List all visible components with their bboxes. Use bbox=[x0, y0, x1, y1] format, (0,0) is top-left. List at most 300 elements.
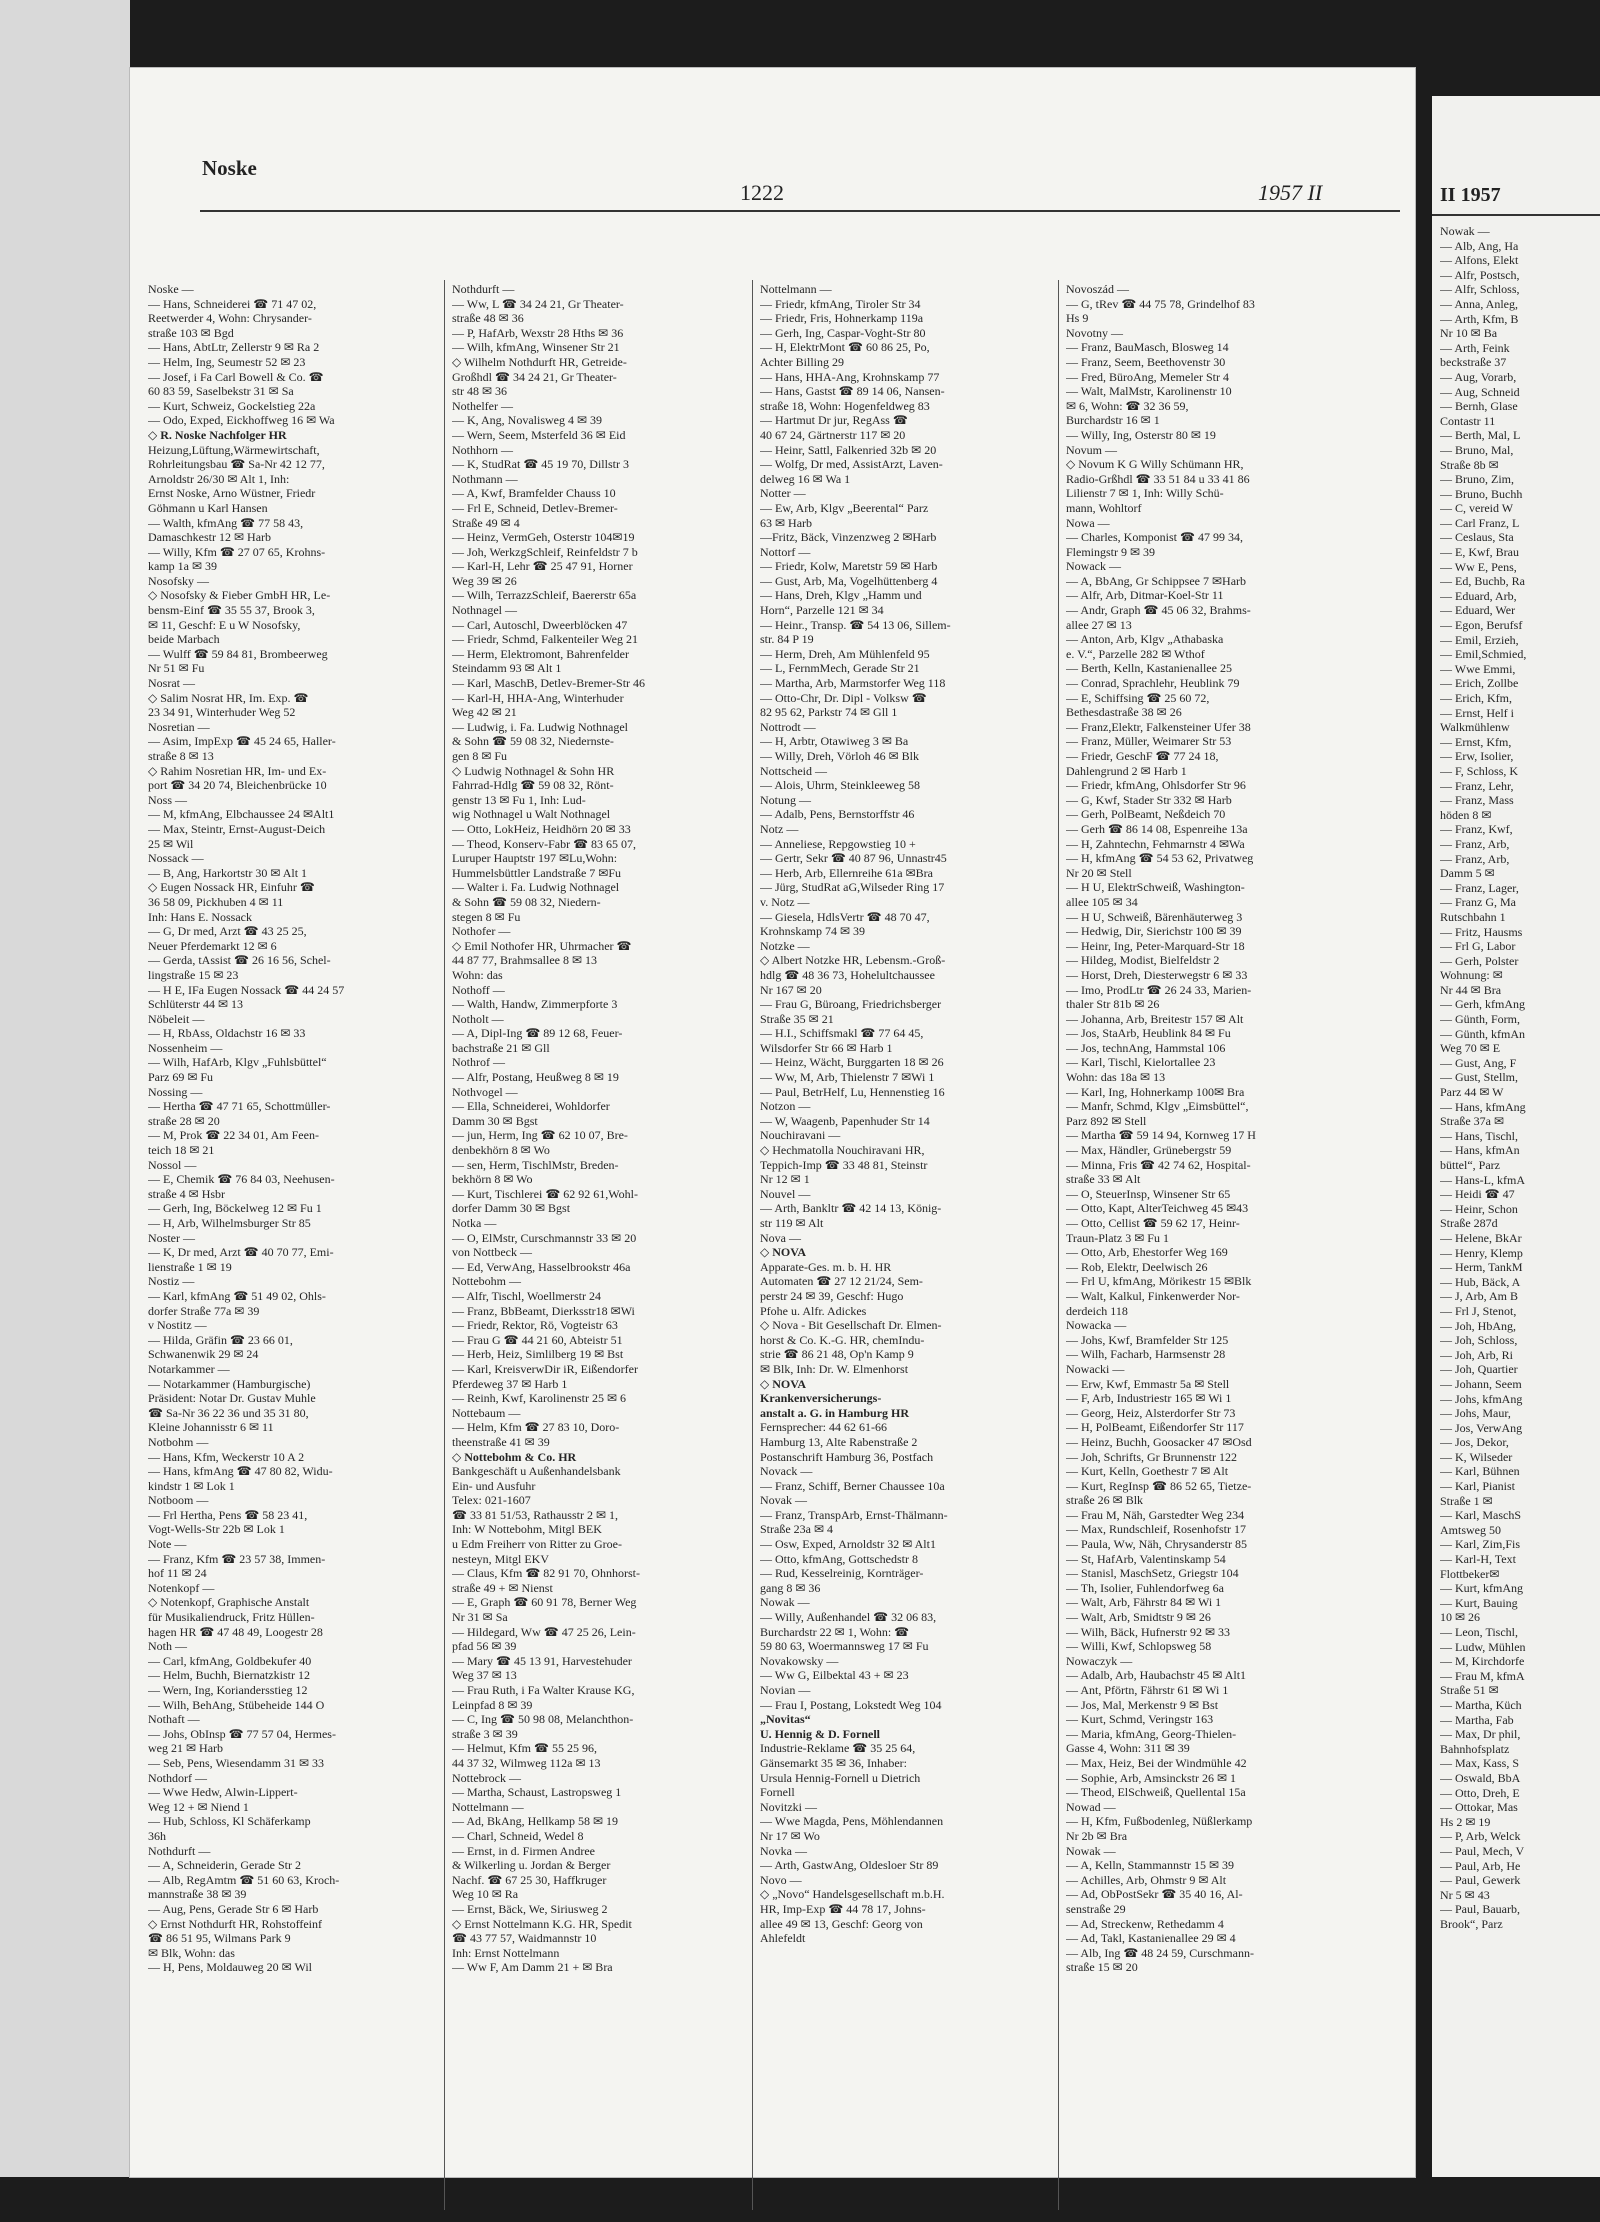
directory-entry-line: — Johs, Maur, bbox=[1440, 1406, 1511, 1421]
directory-entry-line: — H, kfmAng ☎ 54 53 62, Privatweg bbox=[1066, 851, 1254, 866]
directory-entry-line: Novka — bbox=[760, 1843, 807, 1858]
directory-entry-line: — Frl J, Stenot, bbox=[1440, 1303, 1517, 1318]
directory-entry-line: Nr 12 ✉ 1 bbox=[760, 1172, 810, 1187]
directory-entry-line: — F, Schloss, K bbox=[1440, 763, 1519, 778]
directory-entry-line: beckstraße 37 bbox=[1440, 355, 1507, 370]
directory-entry-line: — H.I., Schiffsmakl ☎ 77 64 45, bbox=[760, 1026, 924, 1041]
directory-entry-line: Achter Billing 29 bbox=[760, 354, 844, 369]
directory-entry-line: Nr 5 ✉ 43 bbox=[1440, 1887, 1490, 1902]
directory-entry-line: — Willy, Ing, Osterstr 80 ✉ 19 bbox=[1066, 427, 1216, 442]
directory-entry-line: Nr 44 ✉ Bra bbox=[1440, 982, 1502, 997]
directory-entry-line: Notenkopf — bbox=[148, 1580, 215, 1595]
running-head-name: Noske bbox=[202, 156, 257, 180]
directory-entry-line: — Helene, BkAr bbox=[1440, 1230, 1522, 1245]
directory-entry-line: Vogt-Wells-Str 22b ✉ Lok 1 bbox=[148, 1522, 285, 1537]
directory-entry-line: ☎ 86 51 95, Wilmans Park 9 bbox=[148, 1931, 291, 1946]
directory-entry-line: — Otto, kfmAng, Gottschedstr 8 bbox=[760, 1551, 918, 1566]
directory-entry-line: Novitzki — bbox=[760, 1799, 817, 1814]
directory-entry-line: — F, Arb, Industriestr 165 ✉ Wi 1 bbox=[1066, 1391, 1232, 1406]
directory-entry-line: — Franz, Schiff, Berner Chaussee 10a bbox=[760, 1478, 945, 1493]
directory-entry-line: Notarkammer — bbox=[148, 1361, 230, 1376]
directory-entry-line: stegen 8 ✉ Fu bbox=[452, 909, 521, 924]
directory-entry-line: — J, Arb, Am B bbox=[1440, 1289, 1519, 1304]
directory-entry-line: — Gust, Ang, F bbox=[1440, 1055, 1517, 1070]
directory-entry-line: — Conrad, Sprachlehr, Heublink 79 bbox=[1066, 676, 1240, 691]
directory-entry-line: — Herm, TankM bbox=[1440, 1260, 1523, 1275]
directory-entry-line: Nothhorn — bbox=[452, 442, 513, 457]
directory-entry-line: — Hartmut Dr jur, RegAss ☎ bbox=[760, 413, 908, 428]
directory-entry-line: — Günth, kfmAn bbox=[1440, 1026, 1525, 1041]
directory-entry-line: — Giesela, HdlsVertr ☎ 48 70 47, bbox=[760, 909, 930, 924]
directory-entry-line: — Karl-H, Lehr ☎ 25 47 91, Horner bbox=[452, 559, 633, 574]
directory-entry-line: — Carl, Autoschl, Dweerblöcken 47 bbox=[452, 617, 628, 632]
directory-entry-line: straße 103 ✉ Bgd bbox=[148, 325, 234, 340]
directory-entry-line: Straße 37a ✉ bbox=[1440, 1114, 1505, 1129]
directory-entry-line: — Wilh, BehAng, Stübeheide 144 O bbox=[148, 1697, 325, 1712]
directory-entry-line: allee 105 ✉ 34 bbox=[1066, 894, 1138, 909]
directory-entry-line: — Frau M, kfmA bbox=[1440, 1668, 1525, 1683]
directory-entry-line: Nothdurft — bbox=[148, 1843, 211, 1858]
directory-entry-line: allee 49 ✉ 13, Geschf: Georg von bbox=[760, 1916, 923, 1931]
directory-entry-line: Krankenversicherungs- bbox=[760, 1391, 882, 1406]
directory-entry-line: — Arth, Bankltr ☎ 42 14 13, König- bbox=[760, 1201, 942, 1216]
directory-entry-line: — Emil, Erzieh, bbox=[1440, 632, 1519, 647]
directory-entry-line: Note — bbox=[148, 1537, 187, 1552]
directory-entry-line: — Sophie, Arb, Amsinckstr 26 ✉ 1 bbox=[1066, 1770, 1237, 1785]
directory-entry-line: Weg 12 + ✉ Niend 1 bbox=[148, 1799, 249, 1814]
column-divider-3 bbox=[1058, 280, 1059, 2210]
directory-entry-line: ◇ Ernst Nothdurft HR, Rohstoffeinf bbox=[148, 1916, 322, 1931]
directory-entry-line: — H, Arb, Wilhelmsburger Str 85 bbox=[148, 1216, 311, 1230]
facing-page-column bbox=[1440, 224, 1600, 2164]
directory-entry-line: — Ew, Arb, Klgv „Beerental“ Parz bbox=[760, 500, 929, 515]
directory-entry-line: — Carl Franz, L bbox=[1440, 515, 1520, 530]
directory-entry-line: Nossenheim — bbox=[148, 1040, 223, 1055]
directory-entry-line: — A, Schneiderin, Gerade Str 2 bbox=[148, 1858, 301, 1873]
directory-entry-line: straße 15 ✉ 20 bbox=[1066, 1960, 1138, 1975]
directory-entry-line: — Bernh, Glase bbox=[1440, 399, 1518, 414]
directory-entry-line: — Max, Steintr, Ernst-August-Deich bbox=[148, 821, 326, 836]
directory-entry-line: & Wilkerling u. Jordan & Berger bbox=[452, 1858, 611, 1873]
facing-page-fragment bbox=[1432, 96, 1600, 2177]
directory-entry-line: ◇ R. Noske Nachfolger HR bbox=[148, 427, 287, 442]
directory-entry-line: — Hildeg, Modist, Bielfeldstr 2 bbox=[1066, 953, 1220, 968]
directory-entry-line: Straße 35 ✉ 21 bbox=[760, 1011, 834, 1026]
directory-entry-line: — Heinz, Buchh, Goosacker 47 ✉Osd bbox=[1066, 1434, 1252, 1449]
directory-entry-line: — Franz, Müller, Weimarer Str 53 bbox=[1066, 734, 1232, 749]
directory-entry-line: Fahrrad-Hdlg ☎ 59 08 32, Rönt- bbox=[452, 778, 614, 793]
directory-entry-line: Radio-Grßhdl ☎ 33 51 84 u 33 41 86 bbox=[1066, 471, 1250, 486]
directory-entry-line: — Wilh, Bäck, Hufnerstr 92 ✉ 33 bbox=[1066, 1624, 1230, 1639]
directory-entry-line: Bethesdastraße 38 ✉ 26 bbox=[1066, 705, 1182, 720]
directory-entry-line: — Eduard, Arb, bbox=[1440, 588, 1517, 603]
directory-entry-line: — Herb, Heiz, Simlilberg 19 ✉ Bst bbox=[452, 1347, 624, 1362]
directory-entry-line: — Ad, BkAng, Hellkamp 58 ✉ 19 bbox=[452, 1814, 619, 1829]
directory-entry-line: ✉ Blk, Wohn: das bbox=[148, 1945, 235, 1960]
directory-entry-line: ◇ Eugen Nossack HR, Einfuhr ☎ bbox=[148, 880, 315, 895]
directory-entry-line: 23 34 91, Winterhuder Weg 52 bbox=[148, 705, 296, 720]
directory-entry-line: Bankgeschäft u Außenhandelsbank bbox=[452, 1464, 621, 1479]
directory-entry-line: 36 58 09, Pickhuben 4 ✉ 11 bbox=[148, 894, 284, 909]
directory-entry-line: — Friedr, kfmAng, Ohlsdorfer Str 96 bbox=[1066, 778, 1246, 793]
directory-entry-line: — Ww F, Am Damm 21 + ✉ Bra bbox=[452, 1960, 613, 1975]
directory-entry-line: — Erw, Isolier, bbox=[1440, 749, 1514, 764]
directory-entry-line: — Paul, Bauarb, bbox=[1440, 1902, 1520, 1917]
directory-entry-line: Telex: 021-1607 bbox=[452, 1493, 531, 1508]
directory-entry-line: — Max, Dr phil, bbox=[1440, 1727, 1521, 1742]
directory-entry-line: — Manfr, Schmd, Klgv „Eimsbüttel“, bbox=[1066, 1099, 1249, 1114]
directory-entry-line: — Achilles, Arb, Ohmstr 9 ✉ Alt bbox=[1066, 1872, 1227, 1887]
directory-entry-line: — Gerh ☎ 86 14 08, Espenreihe 13a bbox=[1066, 821, 1248, 836]
directory-entry-line: — Jos, StaArb, Heublink 84 ✉ Fu bbox=[1066, 1026, 1231, 1041]
directory-entry-line: ◇ Nosofsky & Fieber GmbH HR, Le- bbox=[148, 588, 331, 603]
directory-entry-line: — H, PolBeamt, Eißendorfer Str 117 bbox=[1066, 1420, 1244, 1435]
directory-entry-line: — Erich, Zollbe bbox=[1440, 676, 1519, 691]
directory-entry-line: 36h bbox=[148, 1828, 166, 1843]
directory-entry-line: — Paula, Ww, Näh, Chrysanderstr 85 bbox=[1066, 1537, 1247, 1552]
directory-entry-line: Reetwerder 4, Wohn: Chrysander- bbox=[148, 311, 312, 326]
facing-header-rule bbox=[1432, 214, 1600, 216]
directory-entry-line: genstr 13 ✉ Fu 1, Inh: Lud- bbox=[452, 792, 586, 807]
directory-entry-line: Nothdorf — bbox=[148, 1770, 207, 1785]
directory-entry-line: Nowak — bbox=[760, 1595, 810, 1610]
directory-entry-line: Novack — bbox=[760, 1464, 813, 1479]
directory-entry-line: — jun, Herm, Ing ☎ 62 10 07, Bre- bbox=[452, 1128, 628, 1143]
directory-entry-line: — Osw, Exped, Arnoldstr 32 ✉ Alt1 bbox=[760, 1537, 936, 1552]
directory-entry-line: — E, Schiffsing ☎ 25 60 72, bbox=[1066, 690, 1210, 705]
directory-entry-line: — Josef, i Fa Carl Bowell & Co. ☎ bbox=[148, 369, 324, 384]
directory-entry-line: — Theod, ElSchweiß, Quellental 15a bbox=[1066, 1785, 1246, 1800]
directory-entry-line: — Otto-Chr, Dr. Dipl - Volksw ☎ bbox=[760, 690, 927, 705]
directory-entry-line: delweg 16 ✉ Wa 1 bbox=[760, 471, 851, 486]
directory-entry-line: — E, Graph ☎ 60 91 78, Berner Weg bbox=[452, 1595, 637, 1610]
directory-entry-line: lingstraße 15 ✉ 23 bbox=[148, 967, 239, 982]
directory-entry-line: Nouvel — bbox=[760, 1186, 811, 1201]
directory-entry-line: — P, Arb, Welck bbox=[1440, 1829, 1521, 1844]
directory-entry-line: Schwanenwik 29 ✉ 24 bbox=[148, 1347, 259, 1362]
directory-entry-line: Notboom — bbox=[148, 1493, 209, 1508]
directory-entry-line: — Friedr, Schmd, Falkenteiler Weg 21 bbox=[452, 632, 638, 647]
directory-entry-line: — Bruno, Buchh bbox=[1440, 486, 1523, 501]
directory-entry-line: — Frl Hertha, Pens ☎ 58 23 41, bbox=[148, 1507, 308, 1522]
directory-entry-line: Traun-Platz 3 ✉ Fu 1 bbox=[1066, 1230, 1169, 1245]
directory-entry-line: — K, Ang, Novalisweg 4 ✉ 39 bbox=[452, 413, 603, 428]
directory-entry-line: — Friedr, Kolw, Maretstr 59 ✉ Harb bbox=[760, 559, 938, 574]
directory-entry-line: Inh: Ernst Nottelmann bbox=[452, 1945, 560, 1960]
directory-entry-line: — Kurt, Bauing bbox=[1440, 1595, 1518, 1610]
directory-entry-line: Nr 2b ✉ Bra bbox=[1066, 1828, 1128, 1843]
directory-entry-line: — Karl, Ing, Hohnerkamp 100✉ Bra bbox=[1066, 1084, 1245, 1099]
directory-entry-line: — Hans, kfmAng ☎ 47 80 82, Widu- bbox=[148, 1464, 333, 1479]
directory-entry-line: — Egon, Berufsf bbox=[1440, 618, 1523, 633]
directory-entry-line: — Erich, Kfm, bbox=[1440, 691, 1512, 705]
directory-entry-line: Straße 49 ✉ 4 bbox=[452, 515, 520, 530]
directory-entry-line: — Gerh, Polster bbox=[1440, 953, 1519, 968]
directory-entry-line: — Hans-L, kfmA bbox=[1440, 1172, 1525, 1187]
directory-entry-line: — Herm, Elektromont, Bahrenfelder bbox=[452, 646, 629, 661]
directory-entry-line: — K, StudRat ☎ 45 19 70, Dillstr 3 bbox=[452, 457, 629, 472]
directory-entry-line: Hummelsbüttler Landstraße 7 ✉Fu bbox=[452, 865, 622, 880]
directory-entry-line: & Sohn ☎ 59 08 32, Niedernste- bbox=[452, 734, 614, 749]
directory-entry-line: ◇ Emil Nothofer HR, Uhrmacher ☎ bbox=[452, 938, 632, 953]
directory-entry-line: — Alb, RegAmtm ☎ 51 60 63, Kroch- bbox=[148, 1872, 340, 1887]
directory-entry-line: — Alb, Ing ☎ 48 24 59, Curschmann- bbox=[1066, 1945, 1254, 1960]
directory-entry-line: — Bruno, Zim, bbox=[1440, 472, 1514, 487]
directory-entry-line: mannstraße 38 ✉ 39 bbox=[148, 1887, 247, 1902]
directory-entry-line: — Heinr, Sattl, Falkenried 32b ✉ 20 bbox=[760, 442, 937, 457]
directory-entry-line: — Wilh, TerrazzSchleif, Baererstr 65a bbox=[452, 588, 637, 603]
directory-entry-line: Novo — bbox=[760, 1872, 802, 1887]
directory-entry-line: thaler Str 81b ✉ 26 bbox=[1066, 997, 1160, 1012]
directory-entry-line: — Maria, kfmAng, Georg-Thielen- bbox=[1066, 1726, 1237, 1741]
directory-entry-line: Nowak — bbox=[1440, 224, 1490, 238]
directory-entry-line: Inh: W Nottebohm, Mitgl BEK bbox=[452, 1522, 602, 1537]
directory-entry-line: — Karl, MaschB, Detlev-Bremer-Str 46 bbox=[452, 676, 646, 691]
directory-entry-line: Großhdl ☎ 34 24 21, Gr Theater- bbox=[452, 369, 617, 384]
directory-entry-line: — Alfr, Postang, Heußweg 8 ✉ 19 bbox=[452, 1070, 619, 1085]
directory-entry-line: bachstraße 21 ✉ Gll bbox=[452, 1040, 550, 1055]
directory-entry-line: ✉ Blk, Inh: Dr. W. Elmenhorst bbox=[760, 1361, 909, 1376]
directory-entry-line: Nouchiravani — bbox=[760, 1128, 841, 1143]
directory-entry-line: — Reinh, Kwf, Karolinenstr 25 ✉ 6 bbox=[452, 1391, 627, 1406]
directory-entry-line: dorfer Damm 30 ✉ Bgst bbox=[452, 1201, 571, 1216]
directory-entry-line: Neuer Pferdemarkt 12 ✉ 6 bbox=[148, 938, 277, 953]
directory-entry-line: lienstraße 1 ✉ 19 bbox=[148, 1259, 232, 1274]
directory-entry-line: — Hedwig, Dir, Sierichstr 100 ✉ 39 bbox=[1066, 924, 1242, 939]
directory-entry-line: Damm 30 ✉ Bgst bbox=[452, 1113, 538, 1128]
directory-entry-line: — Jos, technAng, Hammstal 106 bbox=[1066, 1040, 1226, 1055]
directory-entry-line: Wohn: das bbox=[452, 967, 503, 982]
directory-entry-line: Parz 69 ✉ Fu bbox=[148, 1070, 214, 1085]
directory-entry-line: — Wern, Seem, Msterfeld 36 ✉ Eid bbox=[452, 427, 626, 442]
directory-entry-line: — Alfr, Postsch, bbox=[1440, 267, 1520, 282]
directory-entry-line: beide Marbach bbox=[148, 632, 220, 647]
directory-entry-line: — Hans, Schneiderei ☎ 71 47 02, bbox=[148, 296, 317, 311]
directory-entry-line: Industrie-Reklame ☎ 35 25 64, bbox=[760, 1741, 916, 1756]
directory-entry-line: Fernsprecher: 44 62 61-66 bbox=[760, 1420, 887, 1435]
directory-entry-line: — Max, Rundschleif, Rosenhofstr 17 bbox=[1066, 1522, 1246, 1537]
directory-entry-line: ◇ Ernst Nottelmann K.G. HR, Spedit bbox=[452, 1916, 632, 1931]
directory-entry-line: perstr 24 ✉ 39, Geschf: Hugo bbox=[760, 1288, 904, 1303]
directory-entry-line: — Aug, Pens, Gerade Str 6 ✉ Harb bbox=[148, 1901, 319, 1916]
directory-entry-line: — Alfons, Elekt bbox=[1440, 253, 1519, 268]
directory-entry-line: — Walt, Kalkul, Finkenwerder Nor- bbox=[1066, 1288, 1240, 1303]
directory-entry-line: — Alfr, Schloss, bbox=[1440, 282, 1520, 297]
directory-entry-line: — C, vereid W bbox=[1440, 501, 1514, 516]
directory-entry-line: — Karl-H, Text bbox=[1440, 1552, 1516, 1567]
directory-entry-line: Noss — bbox=[148, 792, 188, 807]
directory-entry-line: — O, ElMstr, Curschmannstr 33 ✉ 20 bbox=[452, 1230, 637, 1245]
directory-entry-line: — Ww G, Eilbektal 43 + ✉ 23 bbox=[760, 1668, 909, 1683]
directory-entry-line: Nowad — bbox=[1066, 1799, 1116, 1814]
directory-entry-line: — Willi, Kwf, Schlopsweg 58 bbox=[1066, 1639, 1212, 1654]
directory-entry-line: — Karl-H, HHA-Ang, Winterhuder bbox=[452, 690, 624, 705]
header-rule bbox=[200, 210, 1400, 212]
directory-entry-line: — Franz, Seem, Beethovenstr 30 bbox=[1066, 354, 1226, 369]
directory-entry-line: straße 3 ✉ 39 bbox=[452, 1726, 518, 1741]
directory-entry-line: dorfer Straße 77a ✉ 39 bbox=[148, 1303, 260, 1318]
directory-entry-line: — P, HafArb, Wexstr 28 Hths ✉ 36 bbox=[452, 325, 624, 340]
directory-entry-line: Straße 287d bbox=[1440, 1216, 1498, 1231]
directory-entry-line: — Kurt, kfmAng bbox=[1440, 1581, 1523, 1596]
directory-entry-line: — Franz, Kfm ☎ 23 57 38, Immen- bbox=[148, 1551, 326, 1566]
directory-entry-line: — Heinr, Schon bbox=[1440, 1201, 1518, 1216]
directory-entry-line: Nothofer — bbox=[452, 924, 511, 939]
directory-entry-line: Parz 44 ✉ W bbox=[1440, 1085, 1504, 1100]
directory-entry-line: — Claus, Kfm ☎ 82 91 70, Ohnhorst- bbox=[452, 1566, 640, 1581]
directory-entry-line: Arnoldstr 26/30 ✉ Alt 1, Inh: bbox=[148, 471, 290, 486]
directory-entry-line: Nosrat — bbox=[148, 676, 195, 691]
directory-entry-line: — Paul, BetrHelf, Lu, Hennenstieg 16 bbox=[760, 1084, 945, 1099]
directory-entry-line: bekhörn 8 ✉ Wo bbox=[452, 1172, 533, 1187]
directory-entry-line: — Aug, Schneid bbox=[1440, 384, 1520, 399]
directory-entry-line: — Martha, Fab bbox=[1440, 1712, 1514, 1727]
directory-entry-line: — Kurt, Kelln, Goethestr 7 ✉ Alt bbox=[1066, 1464, 1229, 1479]
directory-entry-line: — Leon, Tischl, bbox=[1440, 1625, 1519, 1639]
directory-entry-line: Nova — bbox=[760, 1230, 801, 1245]
directory-entry-line: Gasse 4, Wohn: 311 ✉ 39 bbox=[1066, 1741, 1190, 1756]
directory-entry-line: Noth — bbox=[148, 1639, 187, 1654]
directory-entry-line: — G, tRev ☎ 44 75 78, Grindelhof 83 bbox=[1066, 296, 1255, 311]
directory-entry-line: anstalt a. G. in Hamburg HR bbox=[760, 1405, 910, 1420]
directory-entry-line: — Wwe Magda, Pens, Möhlendannen bbox=[760, 1814, 944, 1829]
directory-entry-line: — Frl G, Labor bbox=[1440, 939, 1516, 954]
directory-entry-line: Notz — bbox=[760, 821, 799, 836]
directory-entry-line: Bahnhofsplatz bbox=[1440, 1741, 1510, 1756]
directory-entry-line: — Arth, Feink bbox=[1440, 340, 1510, 355]
directory-entry-line: Flottbeker✉ bbox=[1440, 1566, 1500, 1581]
directory-entry-line: — A, Kwf, Bramfelder Chauss 10 bbox=[452, 486, 616, 501]
directory-entry-line: —Fritz, Bäck, Vinzenzweg 2 ✉Harb bbox=[760, 530, 937, 545]
directory-entry-line: — Johanna, Arb, Breitestr 157 ✉ Alt bbox=[1066, 1011, 1244, 1026]
directory-entry-line: Heizung,Lüftung,Wärmewirtschaft, bbox=[148, 442, 320, 457]
directory-entry-line: Brook“, Parz bbox=[1440, 1916, 1503, 1931]
directory-entry-line: kindstr 1 ✉ Lok 1 bbox=[148, 1478, 235, 1493]
directory-entry-line: — Heinr., Transp. ☎ 54 13 06, Sillem- bbox=[760, 617, 951, 632]
directory-entry-line: — Anneliese, Repgowstieg 10 + bbox=[760, 836, 916, 851]
directory-entry-line: — Gerh, Ing, Caspar-Voght-Str 80 bbox=[760, 325, 926, 340]
directory-entry-line: port ☎ 34 20 74, Bleichenbrücke 10 bbox=[148, 778, 327, 793]
directory-entry-line: Präsident: Notar Dr. Gustav Muhle bbox=[148, 1391, 316, 1406]
directory-entry-line: — Ww, L ☎ 34 24 21, Gr Theater- bbox=[452, 296, 624, 311]
directory-entry-line: — Friedr, Fris, Hohnerkamp 119a bbox=[760, 311, 924, 326]
directory-entry-line: Nothnagel — bbox=[452, 603, 517, 618]
scan-background-left bbox=[0, 0, 130, 2177]
directory-entry-line: Weg 10 ✉ Ra bbox=[452, 1887, 519, 1902]
directory-entry-line: Straße 51 ✉ bbox=[1440, 1683, 1499, 1698]
directory-entry-line: — Karl, Zim,Fis bbox=[1440, 1537, 1520, 1552]
directory-entry-line: — Max, Händler, Grünebergstr 59 bbox=[1066, 1143, 1232, 1158]
directory-entry-line: teich 18 ✉ 21 bbox=[148, 1143, 215, 1158]
column-2 bbox=[452, 282, 744, 2222]
directory-entry-line: — Walt, Arb, Smidtstr 9 ✉ 26 bbox=[1066, 1610, 1211, 1625]
directory-entry-line: Nr 17 ✉ Wo bbox=[760, 1828, 820, 1843]
directory-entry-line: — Adalb, Pens, Bernstorffstr 46 bbox=[760, 807, 915, 822]
directory-entry-line: — Wulff ☎ 59 84 81, Brombeerweg bbox=[148, 646, 328, 661]
directory-entry-line: ◇ Rahim Nosretian HR, Im- und Ex- bbox=[148, 763, 327, 778]
directory-entry-line: ☎ 33 81 51/53, Rathausstr 2 ✉ 1, bbox=[452, 1507, 618, 1522]
directory-entry-line: Flemingstr 9 ✉ 39 bbox=[1066, 544, 1156, 559]
directory-entry-line: — Walth, kfmAng ☎ 77 58 43, bbox=[148, 515, 304, 530]
directory-entry-line: — sen, Herm, TischlMstr, Breden- bbox=[452, 1157, 619, 1172]
directory-entry-line: — Rob, Elektr, Deelwisch 26 bbox=[1066, 1259, 1208, 1274]
directory-entry-line: ◇ Nottebohm & Co. HR bbox=[452, 1449, 577, 1464]
directory-entry-line: — Willy, Außenhandel ☎ 32 06 83, bbox=[760, 1610, 937, 1625]
directory-entry-line: — Theod, Konserv-Fabr ☎ 83 65 07, bbox=[452, 836, 637, 851]
directory-entry-line: ◇ NOVA bbox=[760, 1376, 807, 1391]
directory-entry-line: Nr 31 ✉ Sa bbox=[452, 1610, 508, 1625]
directory-entry-line: — Stanisl, MaschSetz, Griegstr 104 bbox=[1066, 1566, 1239, 1581]
directory-entry-line: — Friedr, kfmAng, Tiroler Str 34 bbox=[760, 296, 921, 311]
directory-entry-line: str 48 ✉ 36 bbox=[452, 384, 508, 399]
directory-entry-line: — Ernst, Kfm, bbox=[1440, 734, 1512, 749]
directory-entry-line: — Kurt, RegInsp ☎ 86 52 65, Tietze- bbox=[1066, 1478, 1252, 1493]
directory-entry-line: 44 87 77, Brahmsallee 8 ✉ 13 bbox=[452, 953, 598, 968]
directory-entry-line: ◇ „Novo“ Handelsgesellschaft m.b.H. bbox=[760, 1887, 945, 1902]
directory-entry-line: Nöbeleit — bbox=[148, 1011, 205, 1026]
column-divider-2 bbox=[752, 280, 753, 2210]
directory-entry-line: Weg 42 ✉ 21 bbox=[452, 705, 517, 720]
directory-entry-line: Burchardstr 22 ✉ 1, Wohn: ☎ bbox=[760, 1624, 910, 1639]
directory-entry-line: — Jos, Mal, Merkenstr 9 ✉ Bst bbox=[1066, 1697, 1219, 1712]
directory-entry-line: — Alfr, Arb, Ditmar-Koel-Str 11 bbox=[1066, 588, 1224, 603]
directory-entry-line: Nothdurft — bbox=[452, 282, 515, 296]
directory-entry-line: Automaten ☎ 27 12 21/24, Sem- bbox=[760, 1274, 923, 1289]
directory-entry-line: 40 67 24, Gärtnerstr 117 ✉ 20 bbox=[760, 427, 906, 442]
directory-entry-line: straße 28 ✉ 20 bbox=[148, 1113, 220, 1128]
directory-entry-line: Postanschrift Hamburg 36, Postfach bbox=[760, 1449, 934, 1464]
directory-entry-line: Nr 167 ✉ 20 bbox=[760, 982, 822, 997]
directory-entry-line: — H U, Schweiß, Bärenhäuterweg 3 bbox=[1066, 909, 1243, 924]
directory-entry-line: — Minna, Fris ☎ 42 74 62, Hospital- bbox=[1066, 1157, 1251, 1172]
directory-entry-line: — Hub, Schloss, Kl Schäferkamp bbox=[148, 1814, 311, 1829]
directory-entry-line: — H, RbAss, Oldachstr 16 ✉ 33 bbox=[148, 1026, 306, 1041]
edition-year: 1957 II bbox=[1258, 180, 1323, 205]
directory-entry-line: — Hans, Gastst ☎ 89 14 06, Nansen- bbox=[760, 384, 945, 399]
directory-entry-line: — Franz G, Ma bbox=[1440, 895, 1516, 910]
directory-entry-line: Apparate-Ges. m. b. H. HR bbox=[760, 1259, 892, 1274]
directory-entry-line: — Carl, kfmAng, Goldbekufer 40 bbox=[148, 1653, 312, 1668]
directory-entry-line: — Odo, Exped, Eickhoffweg 16 ✉ Wa bbox=[148, 413, 335, 428]
directory-entry-line: — Oswald, BbA bbox=[1440, 1770, 1521, 1785]
directory-entry-line: str. 84 P 19 bbox=[760, 632, 814, 647]
directory-entry-line: Burchardstr 16 ✉ 1 bbox=[1066, 413, 1160, 428]
directory-entry-line: — Wilh, kfmAng, Winsener Str 21 bbox=[452, 340, 620, 355]
directory-entry-line: Notzon — bbox=[760, 1099, 811, 1114]
directory-entry-line: Nothvogel — bbox=[452, 1084, 518, 1099]
directory-entry-line: — Martha ☎ 59 14 94, Kornweg 17 H bbox=[1066, 1128, 1256, 1143]
directory-entry-line: — Heinz, Wächt, Burggarten 18 ✉ 26 bbox=[760, 1055, 944, 1070]
directory-entry-line: — Franz, BbBeamt, Dierksstr18 ✉Wi bbox=[452, 1303, 635, 1318]
directory-entry-line: — Ww, M, Arb, Thielenstr 7 ✉Wi 1 bbox=[760, 1070, 935, 1085]
directory-entry-line: — E, Chemik ☎ 76 84 03, Neehusen- bbox=[148, 1172, 335, 1187]
directory-entry-line: — Frl E, Schneid, Detlev-Bremer- bbox=[452, 500, 618, 515]
directory-entry-line: 25 ✉ Wil bbox=[148, 836, 194, 851]
directory-entry-line: Parz 892 ✉ Stell bbox=[1066, 1113, 1147, 1128]
directory-entry-line: — Alfr, Tischl, Woellmerstr 24 bbox=[452, 1288, 602, 1303]
directory-entry-line: von Nottbeck — bbox=[452, 1245, 532, 1260]
directory-entry-line: Straße 23a ✉ 4 bbox=[760, 1522, 834, 1537]
directory-entry-line: — Willy, Kfm ☎ 27 07 65, Krohns- bbox=[148, 544, 326, 559]
directory-entry-line: — Jos, Dekor, bbox=[1440, 1435, 1509, 1450]
directory-entry-line: ◇ Ludwig Nothnagel & Sohn HR bbox=[452, 763, 615, 778]
directory-entry-line: HR, Imp-Exp ☎ 44 78 17, Johns- bbox=[760, 1901, 926, 1916]
directory-entry-line: höden 8 ✉ bbox=[1440, 807, 1492, 822]
directory-entry-line: — Frau G ☎ 44 21 60, Abteistr 51 bbox=[452, 1332, 623, 1347]
directory-entry-line: straße 33 ✉ Alt bbox=[1066, 1172, 1141, 1187]
directory-entry-line: — Arth, Kfm, B bbox=[1440, 311, 1519, 326]
directory-entry-line: Novum — bbox=[1066, 442, 1117, 457]
